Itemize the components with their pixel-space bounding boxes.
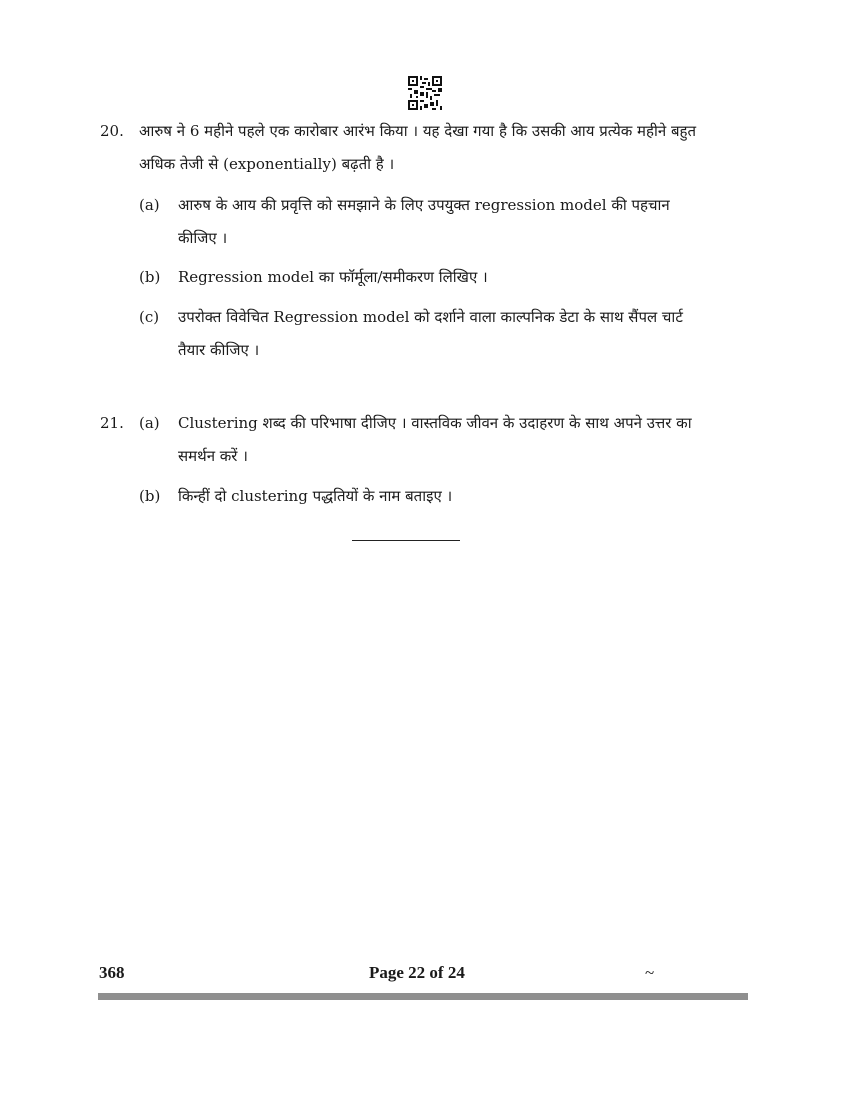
page-number: Page 22 of 24 xyxy=(369,963,465,982)
part-label: (a) xyxy=(139,196,160,214)
part-text: कीजिए । xyxy=(178,229,228,247)
part-label: (b) xyxy=(139,487,161,505)
question-number: 20. xyxy=(100,122,124,140)
question-number: 21. xyxy=(100,414,124,432)
footer-mark: ~ xyxy=(645,963,655,982)
part-text: तैयार कीजिए । xyxy=(178,341,260,359)
paper-code: 368 xyxy=(99,963,125,982)
question-text: अधिक तेजी से (exponentially) बढ़ती है । xyxy=(139,155,395,173)
part-text: उपरोक्त विवेचित Regression model को दर्शाने वाला काल्पनिक डेटा के साथ सैंपल चार्ट xyxy=(178,308,683,326)
part-label: (a) xyxy=(139,414,160,432)
question-text: आरुष ने 6 महीने पहले एक कारोबार आरंभ किया । यह देखा गया है कि उसकी आय प्रत्येक महीने बहुत xyxy=(139,122,697,140)
end-of-questions-divider xyxy=(352,540,460,541)
part-text: Clustering शब्द की परिभाषा दीजिए । वास्तविक जीवन के उदाहरण के साथ अपने उत्तर का xyxy=(178,414,692,432)
part-text: आरुष के आय की प्रवृत्ति को समझाने के लिए उपयुक्त regression model की पहचान xyxy=(178,196,670,214)
part-text: समर्थन करें । xyxy=(178,447,248,465)
part-text: Regression model का फॉर्मूला/समीकरण लिखिए । xyxy=(178,268,488,286)
part-text: किन्हीं दो clustering पद्धतियों के नाम बताइए । xyxy=(178,487,453,505)
footer-bar xyxy=(98,993,748,1000)
part-label: (b) xyxy=(139,268,161,286)
part-label: (c) xyxy=(139,308,160,326)
qr-code-icon xyxy=(408,76,442,110)
